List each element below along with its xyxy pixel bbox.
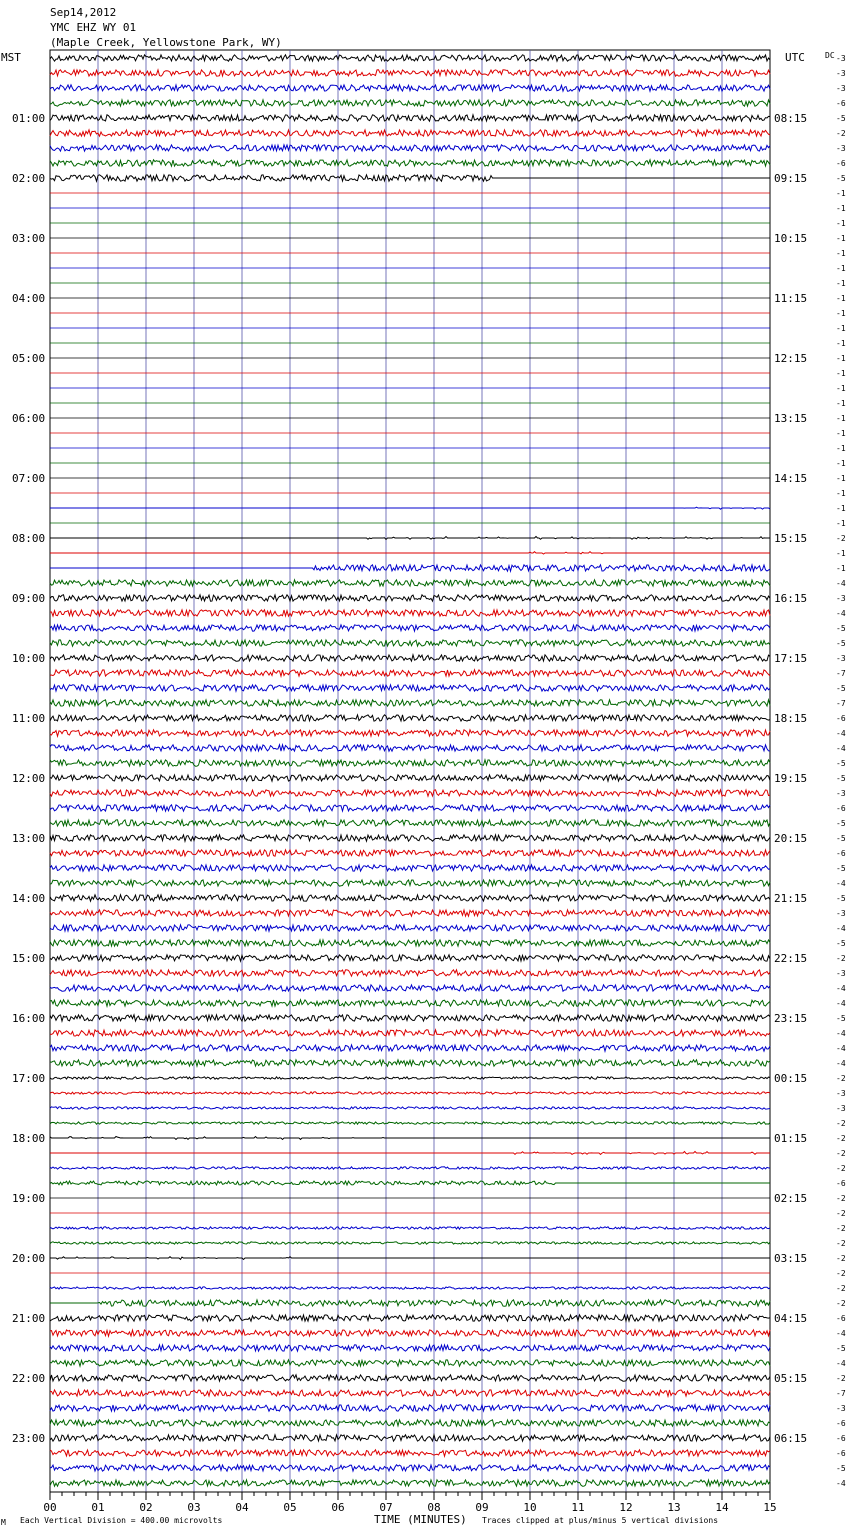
dc-offset-label: -2 xyxy=(836,1239,846,1248)
left-hour-label: 05:00 xyxy=(12,352,46,365)
dc-offset-label: -5 xyxy=(836,834,846,843)
dc-offset-label: -1 xyxy=(836,204,846,213)
left-hour-label: 08:00 xyxy=(12,532,46,545)
dc-offset-label: -2 xyxy=(836,1269,846,1278)
dc-offset-label: -2 xyxy=(836,1149,846,1158)
right-hour-label: 22:15 xyxy=(774,952,808,965)
x-tick-label: 10 xyxy=(523,1501,537,1514)
header-location: (Maple Creek, Yellowstone Park, WY) xyxy=(50,36,282,49)
dc-offset-label: -1 xyxy=(836,489,846,498)
dc-offset-label: -1 xyxy=(836,189,846,198)
right-hour-label: 03:15 xyxy=(774,1252,808,1265)
left-hour-label: 12:00 xyxy=(12,772,46,785)
left-hour-label: 10:00 xyxy=(12,652,46,665)
dc-offset-label: -2 xyxy=(836,1299,846,1308)
left-hour-label: 18:00 xyxy=(12,1132,46,1145)
dc-offset-label: -3 xyxy=(836,1104,846,1113)
left-hour-label: 22:00 xyxy=(12,1372,46,1385)
right-hour-label: 01:15 xyxy=(774,1132,808,1145)
right-hour-label: 06:15 xyxy=(774,1432,808,1445)
dc-offset-label: -5 xyxy=(836,759,846,768)
dc-offset-label: -5 xyxy=(836,864,846,873)
left-hour-label: 02:00 xyxy=(12,172,46,185)
dc-offset-label: -5 xyxy=(836,174,846,183)
dc-offset-label: -4 xyxy=(836,579,846,588)
dc-offset-label: -1 xyxy=(836,234,846,243)
dc-offset-label: -1 xyxy=(836,549,846,558)
dc-offset-label: -2 xyxy=(836,1254,846,1263)
dc-offset-label: -1 xyxy=(836,324,846,333)
dc-offset-label: -1 xyxy=(836,444,846,453)
right-hour-label: 08:15 xyxy=(774,112,808,125)
dc-offset-label: -4 xyxy=(836,1044,846,1053)
left-hour-label: 09:00 xyxy=(12,592,46,605)
dc-offset-label: -1 xyxy=(836,354,846,363)
x-tick-label: 01 xyxy=(91,1501,105,1514)
dc-offset-label: -5 xyxy=(836,639,846,648)
dc-offset-label: -1 xyxy=(836,369,846,378)
header-station: YMC EHZ WY 01 xyxy=(50,21,137,34)
right-hour-label: 19:15 xyxy=(774,772,808,785)
x-tick-label: 13 xyxy=(667,1501,681,1514)
footer-clip-note: Traces clipped at plus/minus 5 vertical divisions xyxy=(482,1516,719,1525)
dc-offset-label: -6 xyxy=(836,849,846,858)
left-hour-label: 01:00 xyxy=(12,112,46,125)
dc-offset-label: -1 xyxy=(836,279,846,288)
dc-offset-label: -1 xyxy=(836,249,846,258)
dc-offset-label: -3 xyxy=(836,1404,846,1413)
dc-offset-label: -3 xyxy=(836,789,846,798)
dc-offset-label: -1 xyxy=(836,399,846,408)
left-hour-label: 13:00 xyxy=(12,832,46,845)
right-hour-label: 15:15 xyxy=(774,532,808,545)
dc-offset-label: -6 xyxy=(836,1419,846,1428)
right-hour-label: 23:15 xyxy=(774,1012,808,1025)
dc-offset-label: -4 xyxy=(836,984,846,993)
right-hour-label: 12:15 xyxy=(774,352,808,365)
dc-offset-label: -2 xyxy=(836,1209,846,1218)
left-hour-label: 03:00 xyxy=(12,232,46,245)
dc-offset-label: -3 xyxy=(836,654,846,663)
dc-offset-label: -1 xyxy=(836,519,846,528)
dc-offset-label: -4 xyxy=(836,729,846,738)
dc-offset-label: -1 xyxy=(836,294,846,303)
x-tick-label: 04 xyxy=(235,1501,249,1514)
left-hour-label: 07:00 xyxy=(12,472,46,485)
dc-offset-label: -1 xyxy=(836,384,846,393)
x-tick-label: 14 xyxy=(715,1501,729,1514)
dc-offset-label: -5 xyxy=(836,1344,846,1353)
dc-offset-label: -4 xyxy=(836,1359,846,1368)
dc-offset-label: -6 xyxy=(836,1449,846,1458)
dc-offset-label: -6 xyxy=(836,714,846,723)
dc-offset-label: -1 xyxy=(836,564,846,573)
right-hour-label: 10:15 xyxy=(774,232,808,245)
right-hour-label: 14:15 xyxy=(774,472,808,485)
dc-offset-label: -2 xyxy=(836,1284,846,1293)
x-axis-title: TIME (MINUTES) xyxy=(374,1513,467,1526)
dc-offset-label: -1 xyxy=(836,429,846,438)
dc-offset-label: -3 xyxy=(836,1089,846,1098)
right-hour-label: 04:15 xyxy=(774,1312,808,1325)
right-hour-label: 21:15 xyxy=(774,892,808,905)
dc-offset-label: -3 xyxy=(836,144,846,153)
dc-offset-label: -3 xyxy=(836,54,846,63)
dc-offset-label: -4 xyxy=(836,1029,846,1038)
right-hour-label: 17:15 xyxy=(774,652,808,665)
dc-offset-label: -6 xyxy=(836,99,846,108)
x-tick-label: 05 xyxy=(283,1501,297,1514)
x-tick-label: 11 xyxy=(571,1501,585,1514)
dc-offset-label: -1 xyxy=(836,414,846,423)
x-tick-label: 09 xyxy=(475,1501,489,1514)
dc-offset-label: -2 xyxy=(836,534,846,543)
header-date: Sep14,2012 xyxy=(50,6,117,19)
dc-offset-label: -5 xyxy=(836,1464,846,1473)
dc-offset-label: -4 xyxy=(836,999,846,1008)
dc-offset-label: -4 xyxy=(836,744,846,753)
dc-offset-label: -4 xyxy=(836,1479,846,1488)
dc-offset-label: -7 xyxy=(836,669,846,678)
right-hour-label: 02:15 xyxy=(774,1192,808,1205)
dc-offset-label: -6 xyxy=(836,1179,846,1188)
x-tick-label: 02 xyxy=(139,1501,153,1514)
right-hour-label: 05:15 xyxy=(774,1372,808,1385)
left-hour-label: 14:00 xyxy=(12,892,46,905)
dc-offset-label: -2 xyxy=(836,129,846,138)
dc-offset-label: -3 xyxy=(836,594,846,603)
left-hour-label: 19:00 xyxy=(12,1192,46,1205)
x-tick-label: 07 xyxy=(379,1501,393,1514)
dc-offset-label: -5 xyxy=(836,624,846,633)
left-hour-label: 21:00 xyxy=(12,1312,46,1325)
dc-offset-label: -2 xyxy=(836,1374,846,1383)
right-hour-label: 09:15 xyxy=(774,172,808,185)
left-hour-label: 06:00 xyxy=(12,412,46,425)
left-hour-label: 20:00 xyxy=(12,1252,46,1265)
left-hour-label: 16:00 xyxy=(12,1012,46,1025)
dc-offset-label: -6 xyxy=(836,159,846,168)
dc-offset-label: -2 xyxy=(836,1134,846,1143)
dc-offset-label: -3 xyxy=(836,84,846,93)
left-hour-label: 17:00 xyxy=(12,1072,46,1085)
left-hour-label: 15:00 xyxy=(12,952,46,965)
right-hour-label: 20:15 xyxy=(774,832,808,845)
dc-label: DC xyxy=(825,51,835,60)
footer-scale-note: Each Vertical Division = 400.00 microvolts xyxy=(20,1516,223,1525)
dc-offset-label: -2 xyxy=(836,1119,846,1128)
dc-offset-label: -6 xyxy=(836,1434,846,1443)
dc-offset-label: -5 xyxy=(836,114,846,123)
dc-offset-label: -5 xyxy=(836,819,846,828)
dc-offset-label: -3 xyxy=(836,69,846,78)
dc-offset-label: -5 xyxy=(836,774,846,783)
dc-offset-label: -1 xyxy=(836,264,846,273)
left-hour-label: 04:00 xyxy=(12,292,46,305)
x-tick-label: 06 xyxy=(331,1501,345,1514)
x-tick-label: 03 xyxy=(187,1501,201,1514)
right-hour-label: 18:15 xyxy=(774,712,808,725)
dc-offset-label: -2 xyxy=(836,954,846,963)
dc-offset-label: -1 xyxy=(836,219,846,228)
dc-offset-label: -1 xyxy=(836,309,846,318)
left-hour-label: 11:00 xyxy=(12,712,46,725)
dc-offset-label: -1 xyxy=(836,459,846,468)
x-tick-label: 08 xyxy=(427,1501,441,1514)
dc-offset-label: -3 xyxy=(836,969,846,978)
dc-offset-label: -2 xyxy=(836,1074,846,1083)
dc-offset-label: -5 xyxy=(836,894,846,903)
right-hour-label: 13:15 xyxy=(774,412,808,425)
dc-offset-label: -4 xyxy=(836,924,846,933)
dc-offset-label: -7 xyxy=(836,1389,846,1398)
dc-offset-label: -2 xyxy=(836,1194,846,1203)
dc-offset-label: -4 xyxy=(836,609,846,618)
dc-offset-label: -1 xyxy=(836,504,846,513)
corner-mark: M xyxy=(1,1518,6,1527)
dc-offset-label: -2 xyxy=(836,1164,846,1173)
dc-offset-label: -3 xyxy=(836,909,846,918)
right-hour-label: 00:15 xyxy=(774,1072,808,1085)
dc-offset-label: -2 xyxy=(836,1224,846,1233)
dc-offset-label: -5 xyxy=(836,1014,846,1023)
left-hour-label: 23:00 xyxy=(12,1432,46,1445)
x-tick-label: 15 xyxy=(763,1501,777,1514)
dc-offset-label: -1 xyxy=(836,474,846,483)
dc-offset-label: -7 xyxy=(836,699,846,708)
dc-offset-label: -4 xyxy=(836,879,846,888)
dc-offset-label: -1 xyxy=(836,339,846,348)
right-zone-label: UTC xyxy=(785,51,805,64)
right-hour-label: 11:15 xyxy=(774,292,808,305)
x-tick-label: 00 xyxy=(43,1501,57,1514)
dc-offset-label: -5 xyxy=(836,684,846,693)
dc-offset-label: -5 xyxy=(836,939,846,948)
x-tick-label: 12 xyxy=(619,1501,633,1514)
dc-offset-label: -4 xyxy=(836,1329,846,1338)
dc-offset-label: -4 xyxy=(836,1059,846,1068)
dc-offset-label: -6 xyxy=(836,1314,846,1323)
right-hour-label: 16:15 xyxy=(774,592,808,605)
left-zone-label: MST xyxy=(1,51,21,64)
dc-offset-label: -6 xyxy=(836,804,846,813)
